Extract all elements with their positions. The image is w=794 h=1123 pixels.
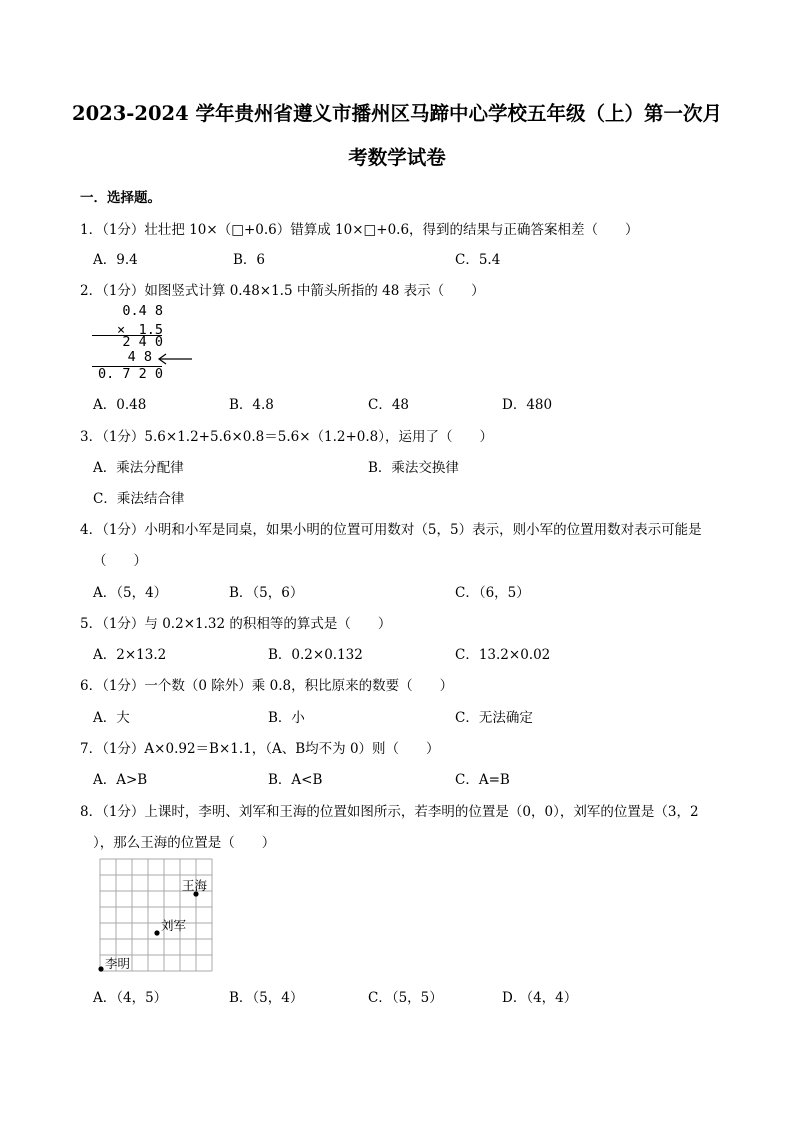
question-2-option-a: A．0.48: [93, 397, 147, 413]
question-8-option-b: B．（5，4）: [229, 990, 304, 1006]
question-5-stem: 5．（1分）与 0.2×1.32 的积相等的算式是（ ）: [80, 616, 392, 632]
question-2-option-d: D．480: [502, 397, 553, 413]
figure-row-partial-2: 4 8: [127, 349, 152, 365]
question-7-option-a: A．A>B: [93, 772, 148, 788]
exam-title-line2: 考数学试卷: [348, 146, 446, 169]
figure-row-product: 0. 7 2 0: [97, 366, 163, 382]
question-8-option-a: A．（4，5）: [93, 990, 168, 1006]
figure-row-multiplier: × 1.5: [116, 322, 163, 338]
question-7-option-c: C．A=B: [455, 772, 510, 788]
question-3-option-b: B．乘法交换律: [368, 460, 459, 476]
liujun-point: [154, 930, 159, 935]
question-4-stem: 4．（1分）小明和小军是同桌，如果小明的位置可用数对（5，5）表示，则小军的位置用数对表示可能是: [80, 522, 702, 538]
figure-row-partial-1: 2 4 0: [122, 334, 163, 350]
question-6-option-b: B．小: [268, 710, 305, 726]
question-4-option-c: C．（6，5）: [455, 585, 530, 601]
question-4-option-b: B．（5，6）: [229, 585, 304, 601]
liming-label: 李明: [105, 956, 131, 971]
question-3-option-a: A．乘法分配律: [93, 460, 184, 476]
question-5-option-a: A．2×13.2: [93, 647, 167, 663]
question-5-option-b: B．0.2×0.132: [268, 647, 363, 663]
question-2-option-c: C．48: [368, 397, 410, 413]
grid-lines: [100, 859, 212, 971]
section-heading: 一．选择题。: [80, 190, 161, 206]
question-8-option-d: D．（4，4）: [502, 990, 578, 1006]
question-5-option-c: C．13.2×0.02: [455, 647, 551, 663]
seating-grid-figure: [96, 856, 218, 976]
question-3-option-c: C．乘法结合律: [93, 491, 185, 507]
question-8-stem: 8．（1分）上课时，李明、刘军和王海的位置如图所示，若李明的位置是（0，0），刘军的位置是（3，2: [80, 804, 699, 820]
arrow-left-icon: [156, 353, 194, 365]
figure-row-multiplicand: 0.4 8: [122, 303, 163, 319]
question-7-option-b: B．A<B: [268, 772, 323, 788]
question-6-stem: 6．（1分）一个数（0 除外）乘 0.8，积比原来的数要（ ）: [80, 678, 454, 694]
question-1-option-b: B．6: [233, 252, 266, 268]
question-1-stem: 1．（1分）壮壮把 10×（□+0.6）错算成 10×□+0.6，得到的结果与正确答案相差（ ）: [80, 222, 639, 238]
wanghai-label: 王海: [182, 878, 208, 893]
question-6-option-a: A．大: [93, 710, 130, 726]
question-3-stem: 3．（1分）5.6×1.2+5.6×0.8＝5.6×（1.2+0.8），运用了（ ）: [80, 429, 494, 445]
question-8-option-c: C．（5，5）: [368, 990, 443, 1006]
question-2-stem: 2．（1分）如图竖式计算 0.48×1.5 中箭头所指的 48 表示（ ）: [80, 283, 485, 299]
question-6-option-c: C．无法确定: [455, 710, 533, 726]
question-2-option-b: B．4.8: [229, 397, 274, 413]
question-1-option-c: C．5.4: [455, 252, 501, 268]
question-7-stem: 7．（1分）A×0.92＝B×1.1，（A、B均不为 0）则（ ）: [80, 741, 440, 757]
liming-point: [98, 966, 103, 971]
vertical-multiplication-figure: [92, 305, 196, 385]
question-4-option-a: A．（5，4）: [93, 585, 168, 601]
liujun-label: 刘军: [161, 918, 187, 933]
question-1-option-a: A．9.4: [93, 252, 138, 268]
exam-title-line1: 2023-2024 学年贵州省遵义市播州区马蹄中心学校五年级（上）第一次月: [72, 102, 722, 125]
question-8-stem-continued: ），那么王海的位置是（ ）: [93, 835, 276, 851]
question-4-stem-continued: （ ）: [93, 553, 147, 569]
